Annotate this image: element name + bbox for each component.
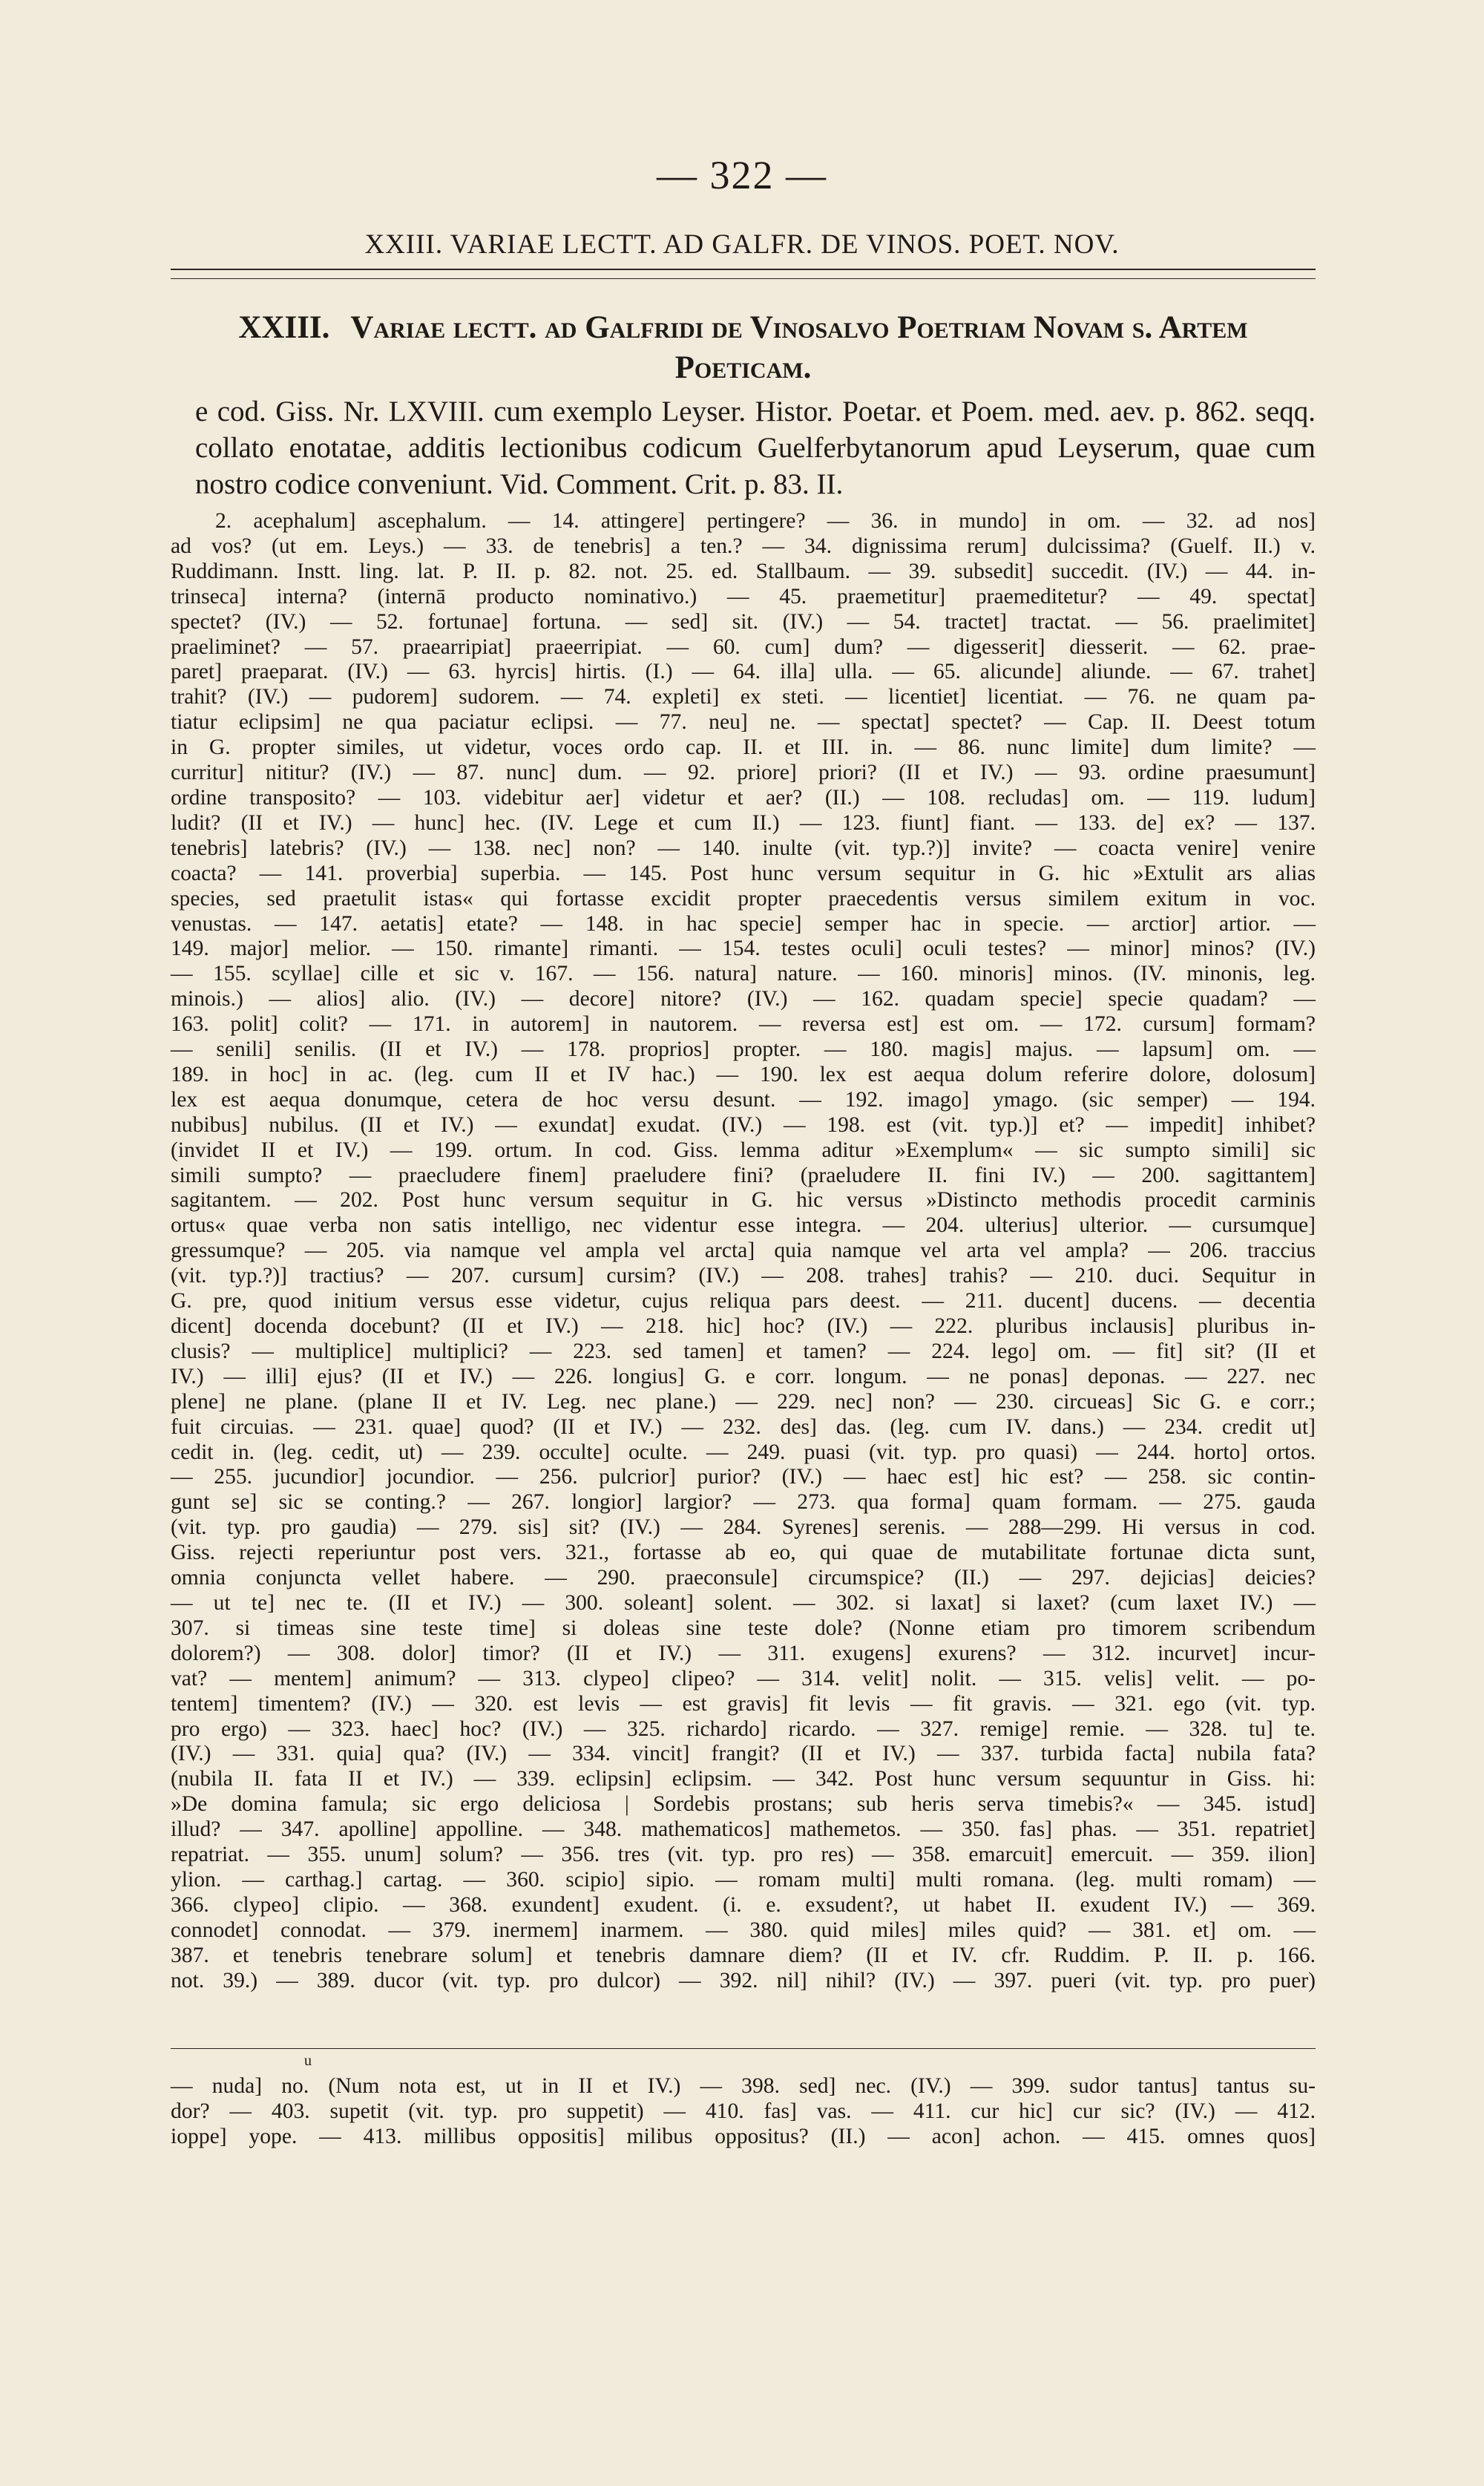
text-line: praeliminet? — 57. praearripiat] praeerripiat. — 60. cum] dum? — digesserit] diesserit. — 62. prae-	[171, 634, 1316, 659]
section-divider	[171, 2048, 1316, 2049]
page-number: — 322 —	[657, 153, 827, 197]
text-line: 149. major] melior. — 150. rimante] rimanti. — 154. testes oculi] oculi testes? — minor] minos? (IV.)	[171, 937, 1316, 961]
variant-readings	[171, 509, 1316, 1993]
text-line: plene] ne plane. (plane II et IV. Leg. nec plane.) — 229. nec] non? — 230. circueas] Sic G. e corr.;	[171, 1389, 1316, 1414]
text-line: 2. acephalum] ascephalum. — 14. attingere] pertingere? — 36. in mundo] in om. — 32. ad nos]	[215, 509, 1316, 533]
text-line: ioppe] yope. — 413. millibus oppositis] milibus oppositus? (II.) — acon] achon. — 415. omnes quos]	[171, 2124, 1316, 2148]
running-head: XXIII. VARIAE LECTT. AD GALFR. DE VINOS. POET. NOV.	[364, 229, 1120, 260]
text-line: 189. in hoc] in ac. (leg. cum II et IV hac.) — 190. lex est aequa dolum referire dolore, dolosum]	[171, 1062, 1316, 1086]
header-rule	[171, 269, 1316, 270]
text-line: Ruddimann. Instt. ling. lat. P. II. p. 82. not. 25. ed. Stallbaum. — 39. subsedit] succedit. (IV.) — 44. in-	[171, 559, 1316, 583]
text-line: trahit? (IV.) — pudorem] sudorem. — 74. expleti] ex steti. — licentiet] licentiat. — 76. ne quam pa-	[171, 685, 1316, 709]
text-line: coacta? — 141. proverbia] superbia. — 145. Post hunc versum sequitur in G. hic »Extulit ars alias	[171, 861, 1316, 885]
text-line: not. 39.) — 389. ducor (vit. typ. pro dulcor) — 392. nil] nihil? (IV.) — 397. pueri (vit. typ. pro puer)	[171, 1968, 1316, 1993]
text-line: simili sumpto? — praecludere finem] praeludere fini? (praeludere II. fini IV.) — 200. sagittantem]	[171, 1163, 1316, 1187]
text-line: dolorem?) — 308. dolor] timor? (II et IV.) — 311. exugens] exurens? — 312. incurvet] incur-	[171, 1641, 1316, 1665]
text-line: — senili] senilis. (II et IV.) — 178. proprios] propter. — 180. magis] majus. — lapsum] om. —	[171, 1037, 1316, 1062]
text-line: (invidet II et IV.) — 199. ortum. In cod. Giss. lemma aditur »Exemplum« — sic sumpto simili] sic	[171, 1138, 1316, 1162]
text-line: ordine transposito? — 103. videbitur aer] videtur et aer? (II.) — 108. recludas] om. — 119. ludum]	[171, 785, 1316, 810]
intro-paragraph: e cod. Giss. Nr. LXVIII. cum exemplo Leyser. Histor. Poetar. et Poem. med. aev. p. 862. seqq. collato enotatae, additis lectionibus codicum Guelferbytanorum apud Leyserum, quae cum nostro codice conveniunt. Vid. Comment. Crit. p. 83. II.	[195, 396, 1316, 500]
text-line: — 155. scyllae] cille et sic v. 167. — 156. natura] nature. — 160. minoris] minos. (IV. minonis, leg.	[171, 962, 1316, 986]
text-line: G. pre, quod initium versus esse videtur, cujus reliqua pars deest. — 211. ducent] ducens. — decentia	[171, 1289, 1316, 1313]
text-line: »De domina famula; sic ergo deliciosa | Sordebis prostans; sub heris serva timebis?« — 345. istud]	[171, 1792, 1316, 1817]
text-line: gressumque? — 205. via namque vel ampla vel arcta] quia namque vel arta vel ampla? — 206. traccius	[171, 1239, 1316, 1263]
text-line: connodet] connodat. — 379. inermem] inarmem. — 380. quid miles] miles quid? — 381. et] om. —	[171, 1918, 1316, 1942]
text-line: minois.) — alios] alio. (IV.) — decore] nitore? (IV.) — 162. quadam specie] specie quadam? —	[171, 987, 1316, 1011]
text-line: fuit circuias. — 231. quae] quod? (II et IV.) — 232. des] das. (leg. cum IV. dans.) — 234. credit ut]	[171, 1414, 1316, 1439]
section-title-line1: Variae lectt. ad Galfridi de Vinosalvo Poetriam Novam s. Artem	[350, 310, 1248, 345]
text-line: (vit. typ. pro gaudia) — 279. sis] sit? (IV.) — 284. Syrenes] serenis. — 288—299. Hi versus in cod.	[171, 1515, 1316, 1540]
text-line: vat? — mentem] animum? — 313. clypeo] clipeo? — 314. velit] nolit. — 315. velis] velit. — po-	[171, 1666, 1316, 1690]
text-line: sagitantem. — 202. Post hunc versum sequitur in G. hic versus »Distincto methodis procedit carminis	[171, 1188, 1316, 1213]
section-number: XXIII.	[238, 310, 330, 345]
text-line: lex est aequa donumque, cetera de hoc versu desunt. — 192. imago] ymago. (sic semper) — 194.	[171, 1087, 1316, 1112]
text-line: species, sed praetulit istas« qui fortasse excidit propter praecedentis versus similem exitum in voc.	[171, 886, 1316, 911]
text-line: 366. clypeo] clipio. — 368. exundent] exudent. (i. e. exsudent?, ut habet II. exudent IV.) — 369.	[171, 1892, 1316, 1917]
text-line: — 255. jucundior] jocundior. — 256. pulcrior] purior? (IV.) — haec est] hic est? — 258. sic contin-	[171, 1465, 1316, 1489]
text-line: tentem] timentem? (IV.) — 320. est levis — est gravis] fit levis — fit gravis. — 321. ego (vit. typ.	[171, 1691, 1316, 1716]
text-line: ylion. — carthag.] cartag. — 360. scipio] sipio. — romam multi] multi romana. (leg. multi romam) —	[171, 1867, 1316, 1892]
text-line: — ut te] nec te. (II et IV.) — 300. soleant] solent. — 302. si laxat] si laxet? (cum laxet IV.) —	[171, 1590, 1316, 1615]
text-line: cedit in. (leg. cedit, ut) — 239. occulte] oculte. — 249. puasi (vit. typ. pro quasi) — 244. horto] ortos.	[171, 1440, 1316, 1464]
text-line: 163. polit] colit? — 171. in autorem] in nautorem. — reversa est] est om. — 172. cursum] formam?	[171, 1012, 1316, 1037]
variant-readings-continued	[171, 2074, 1316, 2150]
text-line: repatriat. — 355. unum] solum? — 356. tres (vit. typ. pro res) — 358. emarcuit] emercuit. — 359. ilion]	[171, 1843, 1316, 1867]
text-line: (vit. typ.?)] tractius? — 207. cursum] cursim? (IV.) — 208. trahes] trahis? — 210. duci. Sequitur in	[171, 1264, 1316, 1288]
text-line: (IV.) — 331. quia] qua? (IV.) — 334. vincit] frangit? (II et IV.) — 337. turbida facta] nubila fata?	[171, 1742, 1316, 1766]
text-line: dor? — 403. supetit (vit. typ. pro suppetit) — 410. fas] vas. — 411. cur hic] cur sic? (IV.) — 412.	[171, 2099, 1316, 2123]
text-line: ad vos? (ut em. Leys.) — 33. de tenebris] a ten.? — 34. dignissima rerum] dulcissima? (Guelf. II.) v.	[171, 534, 1316, 558]
text-line: gunt se] sic se conting.? — 267. longior] largior? — 273. qua forma] quam formam. — 275. gauda	[171, 1490, 1316, 1515]
u-mark: u	[304, 2053, 312, 2069]
text-line: tiatur eclipsim] ne qua paciatur eclipsi. — 77. neu] ne. — spectat] spectet? — Cap. II. Deest totum	[171, 710, 1316, 735]
text-line: ortus« quae verba non satis intelligo, nec videntur esse integra. — 204. ulterius] ulterior. — cursumque]	[171, 1213, 1316, 1238]
text-line: spectet? (IV.) — 52. fortunae] fortuna. — sed] sit. (IV.) — 54. tractet] tractat. — 56. praelimitet]	[171, 609, 1316, 634]
text-line: omnia conjuncta vellet habere. — 290. praeconsule] circumspice? (II.) — 297. dejicias] deicies?	[171, 1566, 1316, 1590]
text-line: 387. et tenebris tenebrare solum] et tenebris damnare diem? (II et IV. cfr. Ruddim. P. II. p. 166.	[171, 1943, 1316, 1967]
text-line: Giss. rejecti reperiuntur post vers. 321., fortasse ab eo, qui quae de mutabilitate fortunae dicta sunt,	[171, 1541, 1316, 1565]
text-line: curritur] nititur? (IV.) — 87. nunc] dum. — 92. priore] priori? (II et IV.) — 93. ordine praesumunt]	[171, 761, 1316, 785]
text-line: clusis? — multiplice] multiplici? — 223. sed tamen] et tamen? — 224. lego] om. — fit] sit? (II et	[171, 1339, 1316, 1363]
text-line: pro ergo) — 323. haec] hoc? (IV.) — 325. richardo] ricardo. — 327. remige] remie. — 328. tu] te.	[171, 1716, 1316, 1741]
text-line: dicent] docenda docebunt? (II et IV.) — 218. hic] hoc? (IV.) — 222. pluribus inclausis] pluribus in-	[171, 1314, 1316, 1338]
text-line: (nubila II. fata II et IV.) — 339. eclipsin] eclipsim. — 342. Post hunc versum sequuntur in Giss. hi:	[171, 1767, 1316, 1791]
text-line: paret] praeparat. (IV.) — 63. hyrcis] hirtis. (I.) — 64. illa] ulla. — 65. alicunde] aliunde. — 67. trahet]	[171, 660, 1316, 684]
text-line: 307. si timeas sine teste time] si doleas sine teste dole? (Nonne etiam pro timorem scribendum	[171, 1616, 1316, 1640]
text-line: nubibus] nubilus. (II et IV.) — exundat] exudat. (IV.) — 198. est (vit. typ.)] et? — impedit] inhibet?	[171, 1112, 1316, 1137]
section-title	[171, 308, 1316, 388]
text-line: tenebris] latebris? (IV.) — 138. nec] non? — 140. inulte (vit. typ.?)] invite? — coacta venire] venire	[171, 836, 1316, 860]
text-line: in G. propter similes, ut videtur, voces ordo cap. II. et III. in. — 86. nunc limite] dum limite? —	[171, 735, 1316, 760]
text-line: ludit? (II et IV.) — hunc] hec. (IV. Lege et cum II.) — 123. fiunt] fiant. — 133. de] ex? — 137.	[171, 810, 1316, 835]
text-line: — nuda] no. (Num nota est, ut in II et IV.) — 398. sed] nec. (IV.) — 399. sudor tantus] tantus su-	[171, 2074, 1316, 2098]
text-line: illud? — 347. apolline] appolline. — 348. mathematicos] mathemetos. — 350. fas] phas. — 351. repatriet]	[171, 1817, 1316, 1842]
section-title-line2: Poeticam.	[674, 350, 812, 385]
header-rule-thin	[171, 278, 1316, 279]
text-line: IV.) — illi] ejus? (II et IV.) — 226. longius] G. e corr. longum. — ne ponas] deponas. — 227. nec	[171, 1364, 1316, 1388]
text-line: trinseca] interna? (internā producto nominativo.) — 45. praemetitur] praemeditetur? — 49. spectat]	[171, 584, 1316, 609]
text-line: venustas. — 147. aetatis] etate? — 148. in hac specie] semper hac in specie. — arctior] artior. —	[171, 911, 1316, 936]
